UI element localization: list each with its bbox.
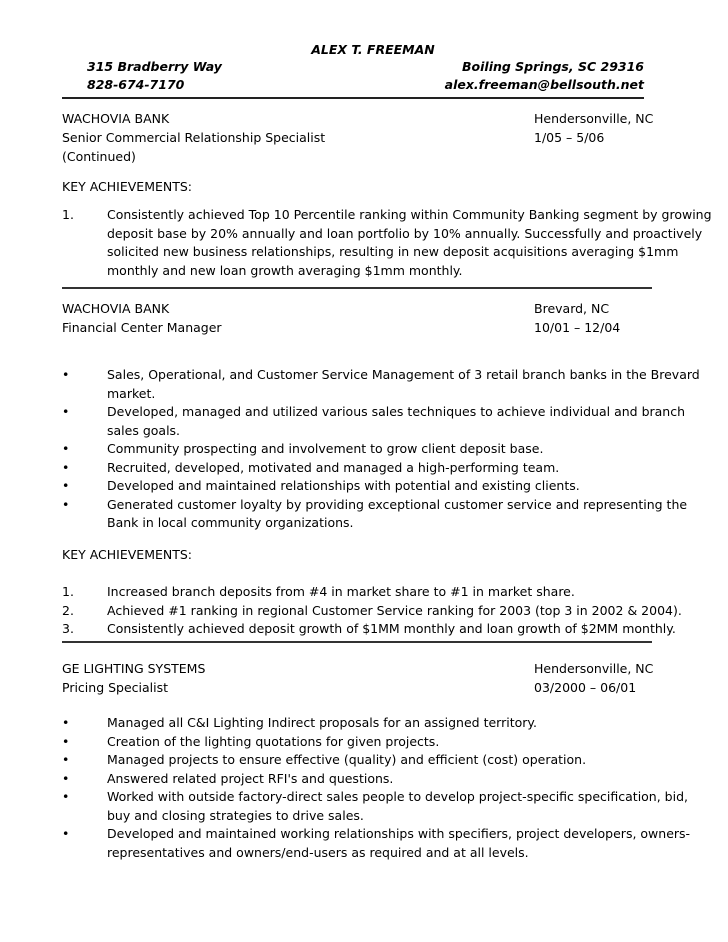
company-row bbox=[62, 299, 652, 318]
job-location: Brevard, NC bbox=[534, 301, 610, 316]
section-heading: KEY ACHIEVEMENTS: bbox=[62, 547, 193, 562]
item-text bbox=[107, 496, 687, 533]
duties-list-2 bbox=[62, 366, 700, 533]
list-item bbox=[62, 366, 700, 403]
header-row-1 bbox=[62, 58, 644, 76]
section-heading: KEY ACHIEVEMENTS: bbox=[62, 179, 193, 194]
list-item bbox=[62, 714, 652, 733]
resume-header bbox=[62, 42, 644, 94]
job-section-ge-lighting bbox=[62, 659, 652, 697]
item-text bbox=[107, 825, 690, 862]
company-name: WACHOVIA BANK bbox=[62, 111, 170, 126]
item-text: Creation of the lighting quotations for given projects. bbox=[107, 733, 440, 749]
text-line: sales goals. bbox=[107, 422, 181, 438]
bullet: • bbox=[62, 459, 70, 475]
bullet: • bbox=[62, 404, 70, 419]
item-text: Consistently achieved deposit growth of $1MM monthly and loan growth of $2MM monthly. bbox=[107, 621, 676, 636]
item-text: Answered related project RFI's and questions. bbox=[107, 770, 394, 786]
list-item bbox=[62, 440, 652, 459]
text-line: Sales, Operational, and Customer Service Management of 3 retail branch banks in the Brevard bbox=[107, 367, 700, 382]
item-text bbox=[107, 206, 712, 280]
duties-list-3 bbox=[62, 714, 691, 862]
title-row bbox=[62, 128, 652, 147]
header-row-2 bbox=[62, 76, 644, 94]
job-location: Hendersonville, NC bbox=[534, 661, 654, 676]
list-item bbox=[62, 477, 652, 496]
bullet: • bbox=[62, 367, 70, 382]
list-item bbox=[62, 770, 652, 789]
bullet: • bbox=[62, 478, 70, 493]
item-number: 1. bbox=[62, 207, 74, 222]
item-text: Recruited, developed, motivated and managed a high-performing team. bbox=[107, 459, 560, 475]
city-state-zip: Boiling Springs, SC 29316 bbox=[462, 59, 644, 74]
list-item bbox=[62, 403, 686, 440]
candidate-name: ALEX T. FREEMAN bbox=[311, 42, 435, 57]
achievements-list-2 bbox=[62, 583, 682, 639]
list-item bbox=[62, 602, 682, 621]
text-line: Worked with outside factory-direct sales people to develop project-specific specification, bid, bbox=[107, 789, 688, 804]
list-item bbox=[62, 459, 652, 478]
bullet: • bbox=[62, 826, 70, 841]
job-dates: 10/01 – 12/04 bbox=[534, 320, 621, 335]
item-text bbox=[107, 788, 688, 825]
job-dates: 1/05 – 5/06 bbox=[534, 130, 605, 145]
job-title: Financial Center Manager bbox=[62, 320, 222, 335]
list-item bbox=[62, 733, 652, 752]
list-item bbox=[62, 583, 652, 602]
text-line: monthly and new loan growth averaging $1mm monthly. bbox=[107, 262, 463, 278]
item-text: Managed projects to ensure effective (quality) and efficient (cost) operation. bbox=[107, 752, 587, 767]
title-row bbox=[62, 678, 652, 697]
list-item bbox=[62, 788, 688, 825]
text-line: solicited new business relationships, resulting in new deposit acquisitions averaging $1mm bbox=[107, 244, 679, 259]
item-text: Achieved #1 ranking in regional Customer Service ranking for 2003 (top 3 in 2002 & 2004). bbox=[107, 602, 682, 618]
section-divider bbox=[62, 287, 652, 289]
phone: 828-674-7170 bbox=[87, 77, 185, 92]
bullet: • bbox=[62, 789, 70, 804]
company-row bbox=[62, 659, 652, 678]
item-number: 1. bbox=[62, 584, 74, 599]
section-divider bbox=[62, 641, 652, 643]
text-line: Consistently achieved Top 10 Percentile ranking within Community Banking segment by growing bbox=[107, 207, 712, 222]
text-line: deposit base by 20% annually and loan portfolio by 10% annually. Successfully and proactively bbox=[107, 225, 703, 241]
text-line: buy and closing strategies to drive sales. bbox=[107, 807, 364, 823]
company-row bbox=[62, 109, 652, 128]
text-line: Bank in local community organizations. bbox=[107, 515, 354, 530]
item-text: Developed and maintained relationships with potential and existing clients. bbox=[107, 478, 580, 493]
item-text: Managed all C&I Lighting Indirect proposals for an assigned territory. bbox=[107, 715, 537, 730]
bullet: • bbox=[62, 733, 70, 749]
item-number: 2. bbox=[62, 602, 74, 618]
list-item bbox=[62, 751, 652, 770]
job-section-wachovia-1 bbox=[62, 109, 652, 166]
continued-note: (Continued) bbox=[62, 149, 136, 164]
text-line: Developed, managed and utilized various sales techniques to achieve individual and branch bbox=[107, 404, 686, 419]
job-section-wachovia-2 bbox=[62, 299, 652, 337]
bullet: • bbox=[62, 752, 70, 767]
item-text: Increased branch deposits from #4 in market share to #1 in market share. bbox=[107, 584, 575, 599]
address: 315 Bradberry Way bbox=[87, 59, 222, 74]
item-text bbox=[107, 403, 685, 440]
header-divider bbox=[62, 97, 644, 99]
key-achievements-heading-1 bbox=[62, 177, 652, 196]
item-number: 3. bbox=[62, 621, 74, 636]
company-name: GE LIGHTING SYSTEMS bbox=[62, 661, 206, 676]
job-title: Pricing Specialist bbox=[62, 680, 169, 695]
email: alex.freeman@bellsouth.net bbox=[444, 77, 644, 92]
list-item bbox=[62, 496, 688, 533]
list-item bbox=[62, 825, 691, 862]
key-achievements-heading-2 bbox=[62, 545, 652, 564]
job-title: Senior Commercial Relationship Specialist bbox=[62, 130, 326, 145]
text-line: Generated customer loyalty by providing exceptional customer service and representing the bbox=[107, 496, 688, 512]
bullet: • bbox=[62, 441, 70, 456]
job-location: Hendersonville, NC bbox=[534, 111, 654, 126]
job-dates: 03/2000 – 06/01 bbox=[534, 680, 637, 695]
list-item bbox=[62, 206, 712, 280]
bullet: • bbox=[62, 770, 70, 786]
text-line: representatives and owners/end-users as required and at all levels. bbox=[107, 844, 529, 860]
bullet: • bbox=[62, 715, 70, 730]
item-text: Community prospecting and involvement to grow client deposit base. bbox=[107, 441, 544, 456]
item-text bbox=[107, 366, 700, 403]
list-item bbox=[62, 620, 676, 639]
bullet: • bbox=[62, 496, 70, 512]
achievements-list-1 bbox=[62, 206, 712, 280]
text-line: Developed and maintained working relationships with specifiers, project developers, owners- bbox=[107, 826, 691, 841]
company-name: WACHOVIA BANK bbox=[62, 301, 170, 316]
title-row bbox=[62, 318, 652, 337]
text-line: market. bbox=[107, 385, 156, 401]
